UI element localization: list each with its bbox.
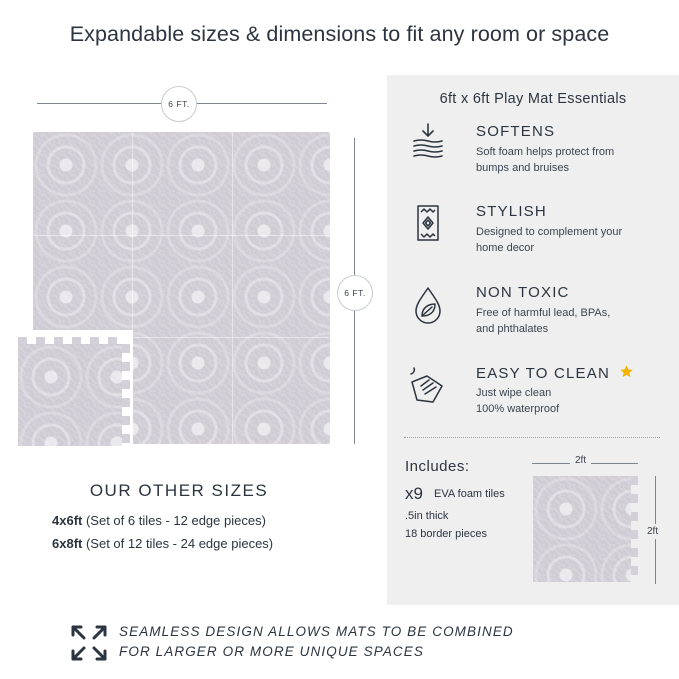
feature-title-non-toxic: NON TOXIC — [476, 284, 570, 301]
feature-title-easy-to-clean — [476, 364, 634, 382]
feature-desc-non-toxic — [476, 305, 651, 337]
feature-title-softens: SOFTENS — [476, 123, 556, 140]
play-mat-single-tile — [18, 344, 122, 446]
feature-desc-line: home decor — [476, 242, 535, 254]
rug-pattern-icon — [409, 204, 447, 242]
tile-width-label-box — [570, 455, 591, 466]
size-option-4x6 — [52, 513, 266, 528]
size-option-detail: (Set of 12 tiles - 24 edge pieces) — [82, 536, 274, 551]
feature-desc-line: and phthalates — [476, 323, 549, 335]
includes-thickness: .5in thick — [405, 510, 449, 522]
width-dimension-label: 6 FT. — [168, 99, 190, 109]
size-option-label: 4x6ft — [52, 513, 83, 528]
panel-divider — [404, 437, 660, 438]
tile-edge-teeth — [631, 476, 638, 582]
feature-desc-easy-to-clean — [476, 385, 651, 417]
tile-edge-teeth — [122, 344, 130, 446]
mat-seam — [33, 235, 330, 236]
feature-desc-line: Soft foam helps protect from — [476, 146, 615, 158]
single-tile-preview — [533, 476, 631, 582]
soft-layers-icon — [409, 122, 447, 160]
other-sizes-title: OUR OTHER SIZES — [89, 481, 269, 500]
feature-desc-softens — [476, 144, 651, 176]
leaf-drop-icon — [409, 286, 447, 324]
height-dimension-label: 6 FT. — [344, 288, 366, 298]
includes-count-desc: EVA foam tiles — [434, 488, 505, 500]
wipe-hand-icon — [409, 366, 447, 404]
height-dimension-badge — [337, 275, 373, 311]
size-option-label: 6x8ft — [52, 536, 83, 551]
feature-desc-line: 100% waterproof — [476, 403, 560, 415]
feature-desc-line: bumps and bruises — [476, 162, 569, 174]
includes-borders: 18 border pieces — [405, 528, 487, 540]
expand-arrows-icon — [70, 624, 108, 662]
star-icon — [619, 364, 634, 379]
mat-seam — [232, 132, 233, 444]
includes-label: Includes: — [405, 458, 470, 475]
feature-title-stylish: STYLISH — [476, 203, 547, 220]
headline: Expandable sizes & dimensions to fit any room or space — [69, 22, 610, 46]
feature-desc-line: Just wipe clean — [476, 387, 552, 399]
feature-desc-line: Designed to complement your — [476, 226, 623, 238]
tile-height-label-box — [647, 524, 658, 539]
feature-title-text: EASY TO CLEAN — [476, 365, 610, 382]
width-dimension-badge — [161, 86, 197, 122]
tile-height-label: 2ft — [647, 526, 659, 537]
footer-line-1: SEAMLESS DESIGN ALLOWS MATS TO BE COMBINED — [119, 624, 514, 639]
size-option-6x8 — [52, 536, 273, 551]
panel-title: 6ft x 6ft Play Mat Essentials — [439, 91, 627, 107]
footer-line-2: FOR LARGER OR MORE UNIQUE SPACES — [119, 644, 424, 659]
size-option-detail: (Set of 6 tiles - 12 edge pieces) — [82, 513, 266, 528]
tile-edge-teeth — [18, 337, 122, 344]
feature-desc-stylish — [476, 224, 651, 256]
tile-width-label: 2ft — [575, 455, 587, 466]
feature-desc-line: Free of harmful lead, BPAs, — [476, 307, 611, 319]
includes-count: x9 — [405, 484, 423, 503]
